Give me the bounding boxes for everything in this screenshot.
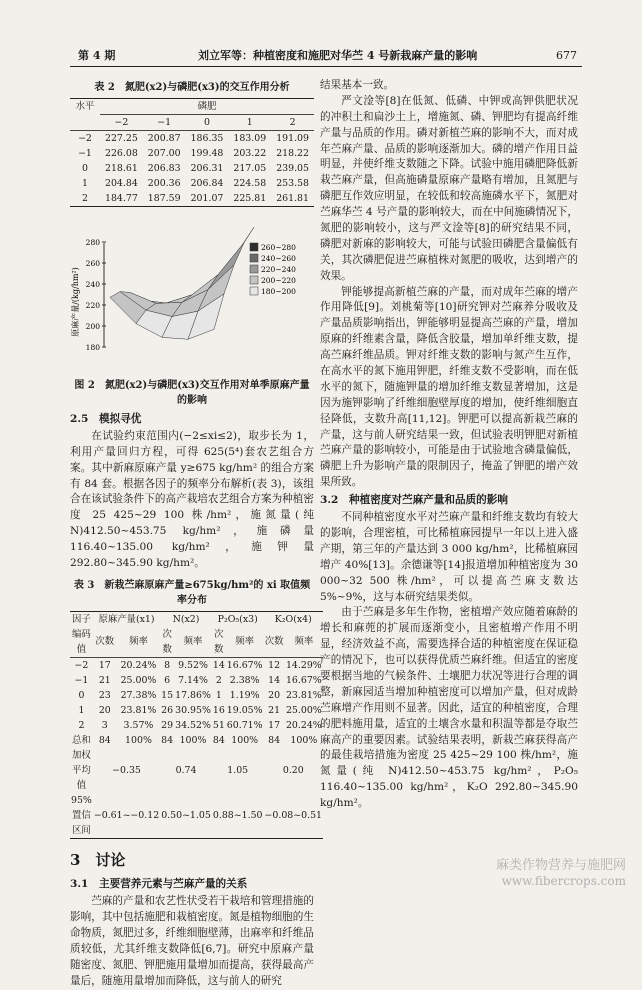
table2-row bbox=[70, 131, 314, 147]
table2-cell: 225.81 bbox=[233, 193, 267, 204]
table2-row-level: −1 bbox=[78, 148, 92, 159]
z-tick-label: 260 bbox=[85, 259, 100, 268]
legend-swatch bbox=[250, 254, 258, 262]
legend-swatch bbox=[250, 276, 258, 284]
table3-cell: 20 bbox=[268, 689, 281, 701]
watermark-title: 麻类作物营养与施肥网 bbox=[495, 857, 626, 873]
surface-patch bbox=[218, 227, 254, 275]
chart-legend bbox=[250, 243, 296, 296]
table2-cell: 218.22 bbox=[276, 148, 309, 159]
paragraph-density: 不同种植密度水平对苎麻产量和纤维支数均有较大的影响，合理密植，可比稀植麻园提早一年以上进入盛产期，第三年的产量达到 3 000 kg/hm²，比稀植麻园增产 40%[13]。余德谦等[14]报道增加种植密度为 30 000~32 500 株/hm²，可以提高苎麻支数达 5%~9%，这与本研究结果类似。 bbox=[320, 511, 578, 603]
table3-ci-label: 95%置信区间 bbox=[71, 794, 92, 836]
table3-sub-header: 频率 bbox=[294, 636, 314, 648]
table3-col-header: K₂O(x4) bbox=[274, 613, 312, 625]
table2-col-header: −2 bbox=[114, 117, 129, 128]
table3-cell: 20 bbox=[98, 704, 111, 716]
table2-col-header: 2 bbox=[289, 117, 296, 128]
table3-cell: 26 bbox=[161, 704, 174, 716]
table3-cell: 1 bbox=[215, 689, 222, 701]
table2-cell: 206.31 bbox=[190, 163, 224, 174]
table3-row bbox=[70, 657, 323, 673]
table3-avg-value: −0.35 bbox=[112, 764, 141, 776]
watermark bbox=[496, 858, 626, 889]
table2-row bbox=[70, 191, 314, 207]
table3-cell: 7.14% bbox=[178, 674, 208, 686]
table2-cell: 203.22 bbox=[233, 148, 267, 159]
table2-cell: 207.00 bbox=[147, 148, 181, 159]
table2-row-level: −2 bbox=[78, 133, 92, 144]
legend-label: 260~280 bbox=[261, 243, 296, 252]
table3-avg-value: 1.05 bbox=[227, 764, 249, 776]
table3-cell: 19.05% bbox=[226, 704, 263, 716]
table2-row-level: 0 bbox=[82, 163, 88, 174]
table3-avg-value: 0.74 bbox=[175, 764, 197, 776]
table3-cell: 25.00% bbox=[285, 704, 322, 716]
table3-sub-header: 频率 bbox=[129, 636, 148, 648]
table2-cell: 187.59 bbox=[147, 193, 181, 204]
paragraph-potassium: 钾能够提高新植苎麻的产量，而对成年苎麻的增产作用降低[9]。刘桃菊等[10]研究钾对苎麻养分吸收及产量品质影响指出，钾能够明显提高苎麻的产量，增加原麻的纤维素含量，降低含胶量，增加单纤维支数，提高苎麻纤维品质。钾对纤维支数的影响与氮产生互作，在高水平的氮下施用钾肥，纤维支数不受影响，而在低水平的氮下，随施钾量的增加纤维支数显著增加，这是因为施钾影响了纤维细胞壁厚度的增加，使纤维细胞直径降低，支数升高[11,12]。钾肥可以提高新栽苎麻的产量，这与前人研究结果一致，但试验表明钾肥对新植苎麻产量的影响较小，可能是由于试验地含磷量偏低，磷肥上升为影响产量的限制因子，掩盖了钾肥的增产效果所致。 bbox=[320, 285, 578, 489]
z-tick-label: 180 bbox=[85, 343, 100, 352]
table3-col-header: 原麻产量(x1) bbox=[98, 613, 155, 625]
table2-cell: 191.09 bbox=[276, 133, 309, 144]
table3-cell: 84 bbox=[161, 734, 174, 746]
right-column bbox=[320, 78, 578, 812]
table3-row bbox=[70, 703, 323, 718]
table3-cell: 16.67% bbox=[226, 659, 263, 671]
legend-swatch bbox=[250, 265, 258, 273]
table3-row bbox=[70, 673, 323, 688]
section-3-title: 3 讨论 bbox=[70, 850, 126, 869]
issue-number: 第 4 期 bbox=[78, 49, 116, 62]
table3-factor-label: 因子 bbox=[72, 613, 91, 625]
page-number: 677 bbox=[556, 49, 577, 62]
table2-cell: 253.58 bbox=[276, 178, 309, 189]
table3-cell: 100% bbox=[231, 734, 259, 746]
header-rule bbox=[70, 66, 582, 67]
table2-cell: 204.84 bbox=[104, 178, 138, 189]
z-tick-label: 200 bbox=[85, 322, 100, 331]
table3-cell: 20.24% bbox=[285, 719, 322, 731]
table3-cell: 3.57% bbox=[123, 719, 154, 731]
table3-sub-header: 次数 bbox=[214, 628, 224, 655]
table3-sub-header: 次数 bbox=[95, 636, 115, 648]
section-3-1-title: 3.1 主要营养元素与苎麻产量的关系 bbox=[70, 878, 248, 891]
table2-cell: 199.48 bbox=[190, 148, 224, 159]
table3-cell: 100% bbox=[179, 734, 207, 746]
table3-cell: 60.71% bbox=[226, 719, 263, 731]
table3-cell: 14 bbox=[268, 674, 281, 686]
table3-cell: −2 bbox=[74, 659, 89, 671]
table3-cell: 100% bbox=[125, 734, 152, 746]
table3-cell: 3 bbox=[101, 719, 108, 731]
surface-chart bbox=[70, 207, 314, 377]
table2-row bbox=[70, 161, 314, 176]
table3-col-header: P₂O₅(x3) bbox=[217, 613, 258, 625]
table3-ci-value: 0.50~1.05 bbox=[161, 809, 211, 821]
table3-sub-header: 次数 bbox=[162, 628, 172, 655]
table3-caption: 表 3 新栽苎麻原麻产量≥675kg/hm²的 xi 取值频率分布 bbox=[73, 579, 311, 606]
table2-cell: 218.61 bbox=[104, 163, 138, 174]
table3-cell: 84 bbox=[268, 734, 281, 746]
table3-col-header: N(x2) bbox=[172, 613, 200, 625]
table3-cell: 12 bbox=[268, 659, 281, 671]
table3-cell: 21 bbox=[98, 674, 111, 686]
table3-ci-value: 0.88~1.50 bbox=[212, 809, 263, 821]
table3-cell: 17 bbox=[98, 659, 111, 671]
table2-cell: 227.25 bbox=[104, 133, 138, 144]
table2-cell: 186.35 bbox=[190, 133, 224, 144]
table2-cell: 206.83 bbox=[147, 163, 181, 174]
table3-ci-value: −0.08~0.51 bbox=[264, 809, 323, 821]
table3-sub-header: 频率 bbox=[183, 636, 203, 648]
surface-plot bbox=[110, 227, 254, 339]
table2-cell: 217.05 bbox=[233, 163, 267, 174]
paragraph-phosphorus: 严文淦等[8]在低氮、低磷、中钾或高钾供肥状况的冲积土和扁沙土上，增施氮、磷、钾肥均有提高纤维产量与品质的作用。磷对新植苎麻的影响不大，而对成年苎麻产量、品质的影响逐渐加大。磷的增产作用日益明显，并使纤维支数随之下降。试验中施用磷肥降低新栽苎麻产量，但高施磷量原麻产量略有增加，且氮肥与磷肥互作效应明显，在较低和较高施磷水平下，氮肥对苎麻华苎 4 号产量的影响较大，而在中间施磷情况下，氮肥的影响较小，这与严文淦等[8]的研究结果不同，磷肥对新麻的影响较大，可能与试验田磷肥含量偏低有关，其次磷肥促进苎麻植株对氮肥的吸收，达到增产的效果。 bbox=[320, 94, 578, 282]
table3-cell: 23 bbox=[98, 689, 111, 701]
z-tick-label: 280 bbox=[85, 238, 100, 247]
table3-cell: 15 bbox=[161, 689, 174, 701]
chart-ylabel: 原麻产量/(kg/hm²) bbox=[71, 267, 80, 337]
table3-row bbox=[70, 718, 323, 733]
surface-chart-svg bbox=[70, 207, 314, 377]
table3-cell: 20.24% bbox=[120, 659, 157, 671]
table3-cell: 0 bbox=[78, 689, 85, 701]
table2-col-header: 0 bbox=[204, 117, 210, 128]
table2-cell: 261.81 bbox=[276, 193, 309, 204]
table2-cell: 200.36 bbox=[147, 178, 181, 189]
figure2-caption: 图 2 氮肥(x2)与磷肥(x3)交互作用对单季原麻产量的影响 bbox=[74, 380, 310, 406]
table3-avg-label: 加权平均值 bbox=[72, 749, 91, 791]
table2-cell: 183.09 bbox=[233, 133, 267, 144]
table3-cell: 总和 bbox=[72, 734, 91, 746]
table3-cell: 9.52% bbox=[178, 659, 208, 671]
legend-label: 200~220 bbox=[261, 276, 296, 285]
table3-sub-header: 次数 bbox=[264, 636, 284, 648]
table2-corner: 水平 bbox=[75, 101, 95, 113]
table3-cell: 51 bbox=[212, 719, 225, 731]
table3-cell: 17 bbox=[268, 719, 281, 731]
paragraph-continued: 结果基本一致。 bbox=[320, 79, 395, 91]
section-2-5-title: 2.5 模拟寻优 bbox=[70, 413, 142, 425]
table3-cell: 23.81% bbox=[285, 689, 322, 701]
section-2-5-text: 在试验约束范围内(−2≤xi≤2)，取步长为 1，利用产量回归方程，可得 625(5⁴)套农艺组合方案。其中新麻原麻产量 y≥675 kg/hm² 的组合方案有 84 套。根据各因子的频率分布解析(表 3)，该组合在该试验条件下的高产栽培农艺组合方案为种植密度 25 425~29 100 株/hm²，施氮量(纯 N)412.50~453.75 kg/hm²，施磷量 116.40~135.00 kg/hm²，施钾量 292.80~345.90 kg/hm²。 bbox=[70, 429, 314, 570]
table3-cell: 16 bbox=[212, 704, 225, 716]
legend-label: 220~240 bbox=[261, 265, 296, 274]
left-column bbox=[70, 78, 323, 990]
table2-col-header: −1 bbox=[157, 117, 172, 128]
table3-cell: 2 bbox=[215, 674, 222, 686]
table3-cell: 2 bbox=[78, 719, 85, 731]
table3-row bbox=[70, 688, 323, 703]
legend-swatch bbox=[250, 243, 258, 251]
table2-row bbox=[70, 176, 314, 191]
table2-col-header: 1 bbox=[246, 117, 253, 128]
table3-cell: 84 bbox=[98, 734, 111, 746]
table2-cell: 201.07 bbox=[190, 193, 224, 204]
table3-cell: 14 bbox=[212, 659, 225, 671]
table3-cell: 21 bbox=[268, 704, 281, 716]
table2-cell: 200.87 bbox=[147, 133, 181, 144]
table3-cell: 17.86% bbox=[175, 689, 211, 701]
table3-cell: 1 bbox=[78, 704, 85, 716]
table3-cell: 23.81% bbox=[120, 704, 157, 716]
table2-body bbox=[70, 131, 314, 207]
watermark-url: www.fibercrops.com bbox=[501, 874, 626, 888]
table3-cell: 25.00% bbox=[120, 674, 157, 686]
z-axis-ticks bbox=[86, 238, 106, 352]
table2-row bbox=[70, 146, 314, 161]
table3-row bbox=[70, 733, 323, 748]
table3-cell: 29 bbox=[161, 719, 174, 731]
table2-cell: 239.05 bbox=[276, 163, 309, 174]
table2-cell: 206.84 bbox=[190, 178, 224, 189]
table2-cell: 184.77 bbox=[104, 193, 138, 204]
table3-avg-value: 0.20 bbox=[282, 764, 304, 776]
table2-row-level: 2 bbox=[82, 193, 88, 204]
section-3-1-text: 苎麻的产量和农艺性状受若干栽培和管理措施的影响，其中包括施肥和栽植密度。氮是植物细胞的生命物质，氮肥过多，纤维细胞壁薄，出麻率和纤维品质较低，尤其纤维支数降低[6,7]。研究中原麻产量随密度、氮肥、钾肥施用量增加而提高，获得最高产量后，随施用量增加而降低，这与前人的研究 bbox=[70, 895, 314, 987]
table3-cell: 1.19% bbox=[229, 689, 260, 701]
table3-cell: 30.95% bbox=[175, 704, 211, 716]
table3-cell: 16.67% bbox=[285, 674, 322, 686]
table2-col-group: 磷肥 bbox=[100, 99, 314, 115]
running-title: 刘立军等：种植密度和施肥对华苎 4 号新栽麻产量的影响 bbox=[198, 49, 478, 62]
paragraph-conclusion: 由于苎麻是多年生作物，密植增产效应随着麻龄的增长和麻蔸的扩展而逐渐变小，且密植增产作用不明显，经济效益不高，需要选择合适的种植密度在保证稳产的情况下，也可以获得优质苎麻纤维。但适宜的密度要根据当地的气候条件、土壤肥力状况等进行合理的调整，新麻园适当增加种植密度可以增加产量，但对成龄苎麻增产作用则不显著。因此，适宜的种植密度，合理的肥料施用量，适宜的土壤含水量和积温等都是夺取苎麻高产的重要因素。试验结果表明，新栽苎麻获得高产的最佳栽培措施为密度 25 425~29 100 株/hm²，施氮量(纯 N)412.50~453.75 kg/hm²，P₂O₅ 116.40~135.00 kg/hm²，K₂O 292.80~345.90 kg/hm²。 bbox=[320, 606, 578, 810]
legend-label: 240~260 bbox=[261, 254, 296, 263]
table2-cell: 226.08 bbox=[104, 148, 138, 159]
table3-cell: 8 bbox=[164, 659, 171, 671]
table3-cell: 27.38% bbox=[120, 689, 157, 701]
z-tick-label: 240 bbox=[85, 280, 100, 289]
table3-cell: 84 bbox=[212, 734, 225, 746]
table3 bbox=[70, 611, 323, 839]
legend-label: 180~200 bbox=[261, 287, 296, 296]
table3-cell: 34.52% bbox=[175, 719, 211, 731]
table3-body bbox=[70, 657, 323, 748]
table3-sub-header: 频率 bbox=[235, 636, 255, 648]
table3-cell: −1 bbox=[74, 674, 89, 686]
legend-swatch bbox=[250, 287, 258, 295]
table3-cell: 6 bbox=[164, 674, 171, 686]
table2-caption: 表 2 氮肥(x2)与磷肥(x3)的交互作用分析 bbox=[94, 82, 290, 93]
table2-row-level: 1 bbox=[82, 178, 88, 189]
z-tick-label: 220 bbox=[85, 301, 100, 310]
table3-cell: 100% bbox=[290, 734, 318, 746]
table2 bbox=[70, 98, 314, 207]
section-3-2-title: 3.2 种植密度对苎麻产量和品质的影响 bbox=[320, 494, 508, 507]
table2-cell: 224.58 bbox=[233, 178, 267, 189]
table3-code-label: 编码值 bbox=[72, 628, 91, 655]
table3-ci-value: −0.61~−0.12 bbox=[93, 809, 160, 821]
table3-cell: 2.38% bbox=[229, 674, 260, 686]
table3-cell: 14.29% bbox=[285, 659, 322, 671]
